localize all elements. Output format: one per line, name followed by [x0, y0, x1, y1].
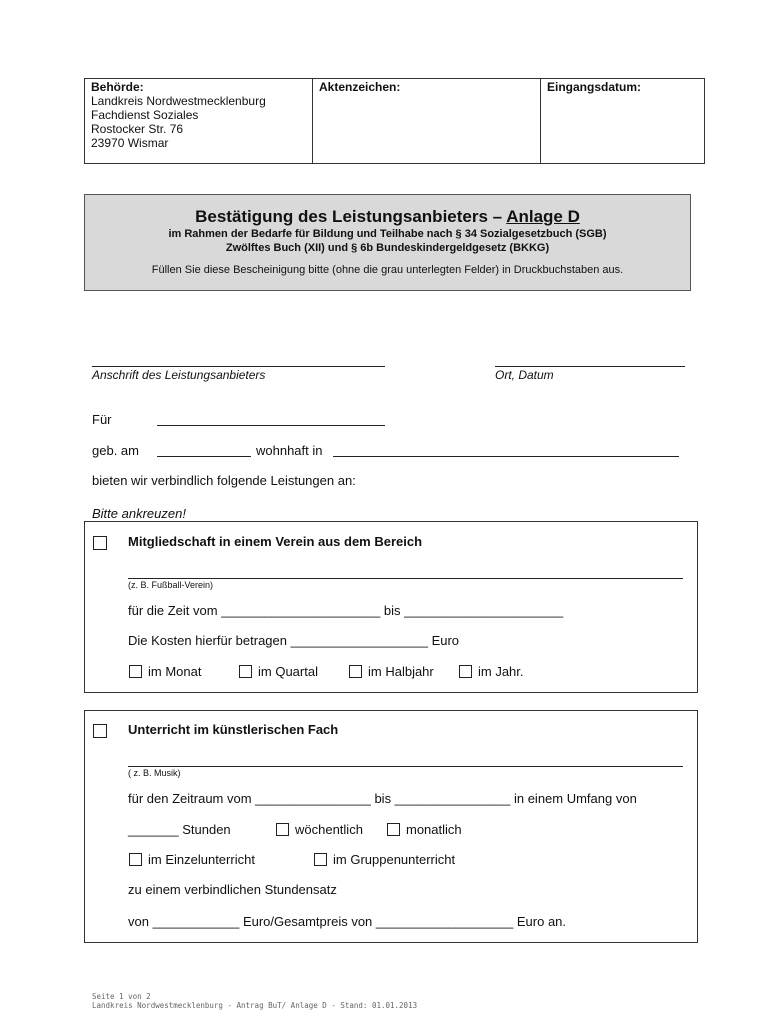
title-box [84, 194, 691, 291]
month-checkbox[interactable] [129, 665, 142, 678]
art-hours-row[interactable]: _______ Stunden [128, 822, 231, 837]
year-checkbox[interactable] [459, 665, 472, 678]
option-quarter[interactable] [239, 664, 318, 679]
option-single[interactable] [129, 852, 255, 867]
authority-cell [84, 78, 312, 164]
instruction-text: Füllen Sie diese Bescheinigung bitte (ohne die grau unterlegten Felder) in Druckbuchstaben aus. [151, 264, 624, 276]
weekly-label: wöchentlich [295, 822, 363, 837]
club-membership-heading: Mitgliedschaft in einem Verein aus dem Bereich [128, 534, 423, 549]
form-title [85, 207, 690, 227]
received-date-label: Eingangsdatum: [547, 80, 642, 94]
quarter-checkbox[interactable] [239, 665, 252, 678]
club-period-row[interactable]: für die Zeit vom ______________________ bis ______________________ [128, 603, 564, 618]
option-weekly[interactable] [276, 822, 363, 837]
subtitle-2: Zwölftes Buch (XII) und § 6b Bundeskindergeldgesetz (BKKG) [225, 242, 550, 254]
tick-hint: Bitte ankreuzen! [92, 506, 186, 521]
month-label: im Monat [148, 664, 202, 679]
place-date-label: Ort, Datum [495, 368, 554, 382]
subtitle-1: im Rahmen der Bedarfe für Bildung und Teilhabe nach § 34 Sozialgesetzbuch (SGB) [168, 228, 607, 240]
single-lesson-label: im Einzelunterricht [148, 852, 255, 867]
place-date-field[interactable] [495, 366, 685, 367]
art-subject-field[interactable] [128, 766, 683, 767]
halfyear-label: im Halbjahr [368, 664, 434, 679]
group-lesson-checkbox[interactable] [314, 853, 327, 866]
lives-label: wohnhaft in [256, 443, 323, 458]
file-reference-cell[interactable] [312, 78, 540, 164]
art-price-row[interactable]: von ____________ Euro/Gesamtpreis von ___________________ Euro an. [128, 914, 567, 929]
option-monthly[interactable] [387, 822, 462, 837]
provider-address-field[interactable] [92, 366, 385, 367]
authority-line: 23970 Wismar [91, 136, 169, 150]
residence-field[interactable] [333, 456, 679, 457]
file-reference-label: Aktenzeichen: [319, 80, 401, 94]
option-group[interactable] [314, 852, 455, 867]
title-main: Bestätigung des Leistungsanbieters – [195, 207, 507, 226]
art-lessons-checkbox[interactable] [93, 724, 107, 738]
monthly-label: monatlich [406, 822, 462, 837]
authority-line: Landkreis Nordwestmecklenburg [91, 94, 266, 108]
footer-page: Seite 1 von 2 [92, 992, 151, 1001]
club-example: (z. B. Fußball-Verein) [128, 580, 214, 590]
group-lesson-label: im Gruppenunterricht [333, 852, 456, 867]
quarter-label: im Quartal [258, 664, 318, 679]
provider-address-label: Anschrift des Leistungsanbieters [92, 368, 266, 382]
club-cost-row[interactable]: Die Kosten hierfür betragen ___________________ Euro [128, 633, 460, 648]
art-example: ( z. B. Musik) [128, 768, 181, 778]
art-rate-text: zu einem verbindlichen Stundensatz [128, 882, 337, 897]
year-label: im Jahr. [478, 664, 524, 679]
option-year[interactable] [459, 664, 524, 679]
authority-label: Behörde: [91, 80, 144, 94]
weekly-checkbox[interactable] [276, 823, 289, 836]
title-anlage: Anlage D [506, 207, 580, 226]
born-label: geb. am [92, 443, 139, 458]
authority-line: Rostocker Str. 76 [91, 122, 184, 136]
club-area-field[interactable] [128, 578, 683, 579]
birth-date-field[interactable] [157, 456, 251, 457]
option-month[interactable] [129, 664, 201, 679]
club-membership-checkbox[interactable] [93, 536, 107, 550]
footer-doc: Landkreis Nordwestmecklenburg - Antrag BuT/ Anlage D - Stand: 01.01.2013 [92, 1001, 418, 1010]
single-lesson-checkbox[interactable] [129, 853, 142, 866]
offer-text: bieten wir verbindlich folgende Leistungen an: [92, 473, 356, 488]
for-name-field[interactable] [157, 425, 385, 426]
halfyear-checkbox[interactable] [349, 665, 362, 678]
monthly-checkbox[interactable] [387, 823, 400, 836]
option-halfyear[interactable] [349, 664, 434, 679]
authority-line: Fachdienst Soziales [91, 108, 199, 122]
art-period-row[interactable]: für den Zeitraum vom ________________ bis ________________ in einem Umfang von [128, 791, 637, 806]
received-date-cell[interactable] [540, 78, 705, 164]
for-label: Für [92, 412, 112, 427]
art-lessons-heading: Unterricht im künstlerischen Fach [128, 722, 339, 737]
